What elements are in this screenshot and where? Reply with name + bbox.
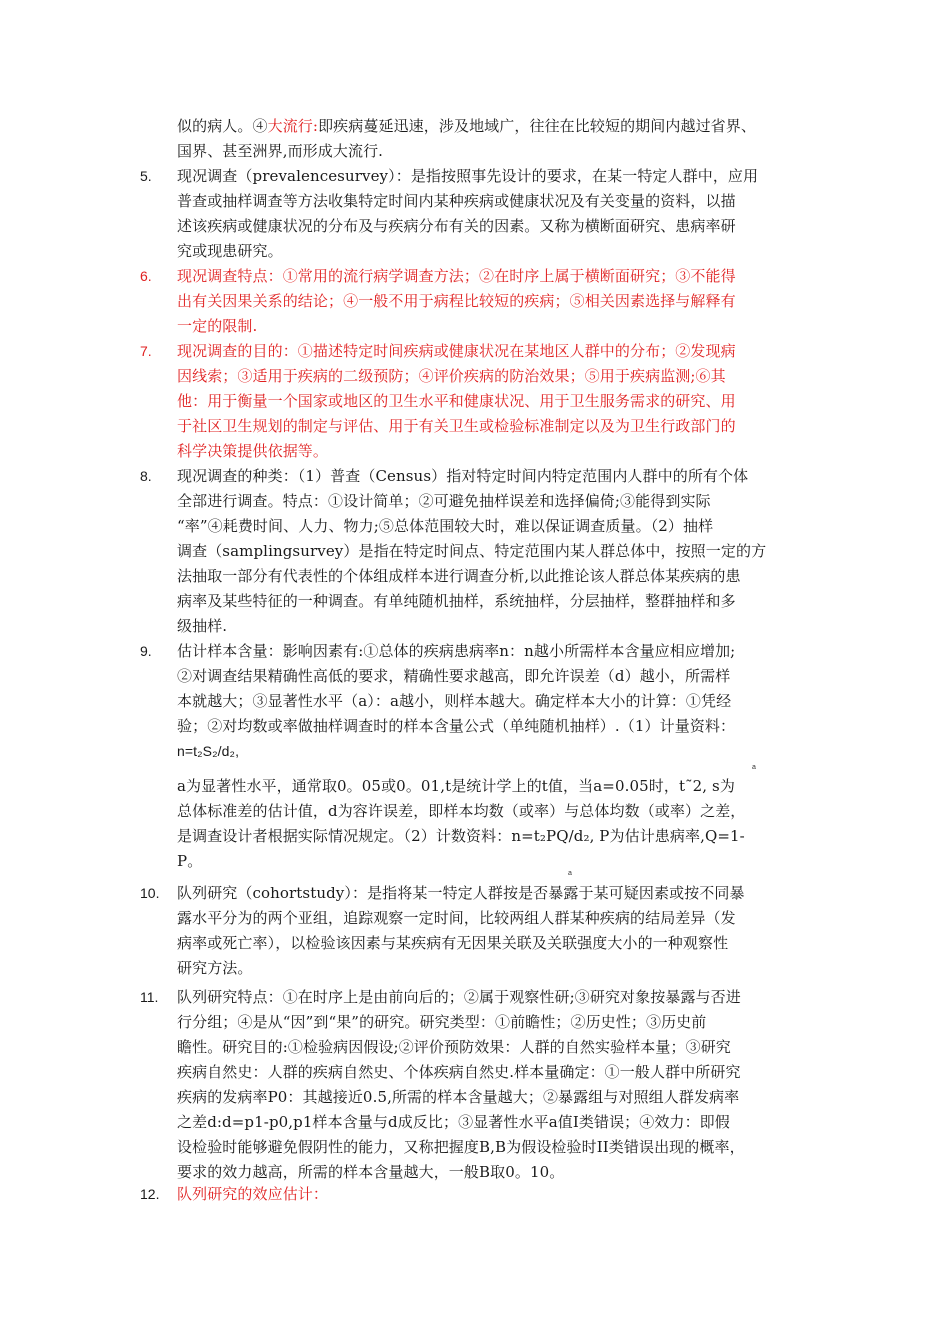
item-line: 是调查设计者根据实际情况规定。（2）计数资料：n=t₂PQ/d₂, P为估计患病率,Q=1- — [177, 827, 745, 845]
item-line: 估计样本含量：影响因素有:①总体的疾病患病率n：n越小所需样本含量应相应增加; — [177, 642, 736, 660]
item-line: 瞻性。研究目的:①检验病因假设;②评价预防效果：人群的自然实验样本量；③研究 — [177, 1038, 731, 1056]
item-line: 调查（samplingsurvey）是指在特定时间点、特定范围内某人群总体中，按照一定的方 — [177, 542, 767, 560]
item-number: 11. — [140, 989, 159, 1005]
item-line: 于社区卫生规划的制定与评估、用于有关卫生或检验标准制定以及为卫生行政部门的 — [177, 417, 736, 435]
item-line: 科学决策提供依据等。 — [177, 442, 329, 460]
intro-line-1 — [177, 114, 837, 139]
item-number: 8. — [140, 468, 152, 484]
item-line: 一定的限制. — [177, 317, 258, 335]
formula-line: n=t₂S₂/d₂, — [177, 743, 240, 759]
item-line: 究或现患研究。 — [177, 242, 283, 260]
item-line: 验；②对均数或率做抽样调查时的样本含量公式（单纯随机抽样）.（1）计量资料： — [177, 717, 736, 735]
item-line: 病率及某些特征的一种调查。有单纯随机抽样，系统抽样，分层抽样，整群抽样和多 — [177, 592, 736, 610]
item-line: “率”④耗费时间、人力、物力;⑤总体范围较大时，难以保证调查质量。（2）抽样 — [177, 517, 714, 535]
intro-text: 似的病人。④ — [177, 117, 268, 135]
item-line: 现况调查特点：①常用的流行病学调查方法；②在时序上属于横断面研究；③不能得 — [177, 267, 736, 285]
pandemic-term: 大流行: — [267, 117, 319, 135]
item-line: 现况调查的目的：①描述特定时间疾病或健康状况在某地区人群中的分布；②发现病 — [177, 342, 736, 360]
item-line: 总体标准差的估计值，d为容许误差，即样本均数（或率）与总体均数（或率）之差， — [177, 802, 746, 820]
item-number: 10. — [140, 885, 160, 901]
item-line: 病率或死亡率），以检验该因素与某疾病有无因果关联及关联强度大小的一种观察性 — [177, 934, 729, 952]
item-line: 出有关因果关系的结论；④一般不用于病程比较短的疾病；⑤相关因素选择与解释有 — [177, 292, 736, 310]
item-line: 队列研究的效应估计： — [177, 1185, 329, 1203]
item-line: 设检验时能够避免假阴性的能力，又称把握度B,B为假设检验时II类错误出现的概率， — [177, 1138, 745, 1156]
item-line: 因线索；③适用于疾病的二级预防；④评价疾病的防治效果；⑤用于疾病监测;⑥其 — [177, 367, 726, 385]
item-line: 疾病的发病率P0：其越接近0.5,所需的样本含量越大；②暴露组与对照组人群发病率 — [177, 1088, 740, 1106]
item-number: 6. — [140, 268, 152, 284]
item-line: 现况调查的种类：（1）普查（Census）指对特定时间内特定范围内人群中的所有个体 — [177, 467, 749, 485]
item-line: 现况调查（prevalencesurvey）：是指按照事先设计的要求，在某一特定人群中，应用 — [177, 167, 759, 185]
item-number: 12. — [140, 1186, 160, 1202]
item-number: 7. — [140, 343, 152, 359]
item-line: 述该疾病或健康状况的分布及与疾病分布有关的因素。又称为横断面研究、患病率研 — [177, 217, 736, 235]
item-number: 9. — [140, 643, 152, 659]
item-line: 研究方法。 — [177, 959, 253, 977]
item-line: 队列研究（cohortstudy）：是指将某一特定人群按是否暴露于某可疑因素或按不同暴 — [177, 884, 745, 902]
item-line: ②对调查结果精确性高低的要求，精确性要求越高，即允许误差（d）越小，所需样 — [177, 667, 731, 685]
item-line: 他：用于衡量一个国家或地区的卫生水平和健康状况、用于卫生服务需求的研究、用 — [177, 392, 736, 410]
item-line: P。 — [177, 852, 203, 870]
item-number: 5. — [140, 168, 152, 184]
intro-line-2: 国界、甚至洲界,而形成大流行. — [177, 142, 384, 160]
item-line: 疾病自然史：人群的疾病自然史、个体疾病自然史.样本量确定：①一般人群中所研究 — [177, 1063, 741, 1081]
item-line: 普查或抽样调查等方法收集特定时间内某种疾病或健康状况及有关变量的资料，以描 — [177, 192, 736, 210]
superscript-a: a — [752, 764, 756, 771]
spacer-line — [177, 764, 837, 774]
item-line: 法抽取一部分有代表性的个体组成样本进行调查分析,以此推论该人群总体某疾病的患 — [177, 567, 741, 585]
item-line: 之差d:d=p1-p0,p1样本含量与d成反比；③显著性水平a值I类错误；④效力：即假 — [177, 1113, 730, 1131]
item-line: 要求的效力越高，所需的样本含量越大，一般B取0。10。 — [177, 1163, 565, 1181]
item-line: 露水平分为的两个亚组，追踪观察一定时间，比较两组人群某种疾病的结局差异（发 — [177, 909, 736, 927]
item-line: a为显著性水平，通常取0。05或0。01,t是统计学上的t值，当a=0.05时，t˜2, s为 — [177, 777, 735, 795]
item-line: 队列研究特点：①在时序上是由前向后的；②属于观察性研;③研究对象按暴露与否进 — [177, 988, 741, 1006]
item-line: 全部进行调查。特点：①设计简单；②可避免抽样误差和选择偏倚;③能得到实际 — [177, 492, 711, 510]
intro-text: 即疾病蔓延迅速，涉及地域广，往往在比较短的期间内越过省界、 — [318, 117, 756, 135]
item-line: 行分组；④是从“因”到“果”的研究。研究类型：①前瞻性；②历史性；③历史前 — [177, 1013, 707, 1031]
item-line: 级抽样. — [177, 617, 228, 635]
superscript-a: a — [568, 870, 572, 877]
item-line: 本就越大；③显著性水平（a）：a越小，则样本越大。确定样本大小的计算：①凭经 — [177, 692, 732, 710]
